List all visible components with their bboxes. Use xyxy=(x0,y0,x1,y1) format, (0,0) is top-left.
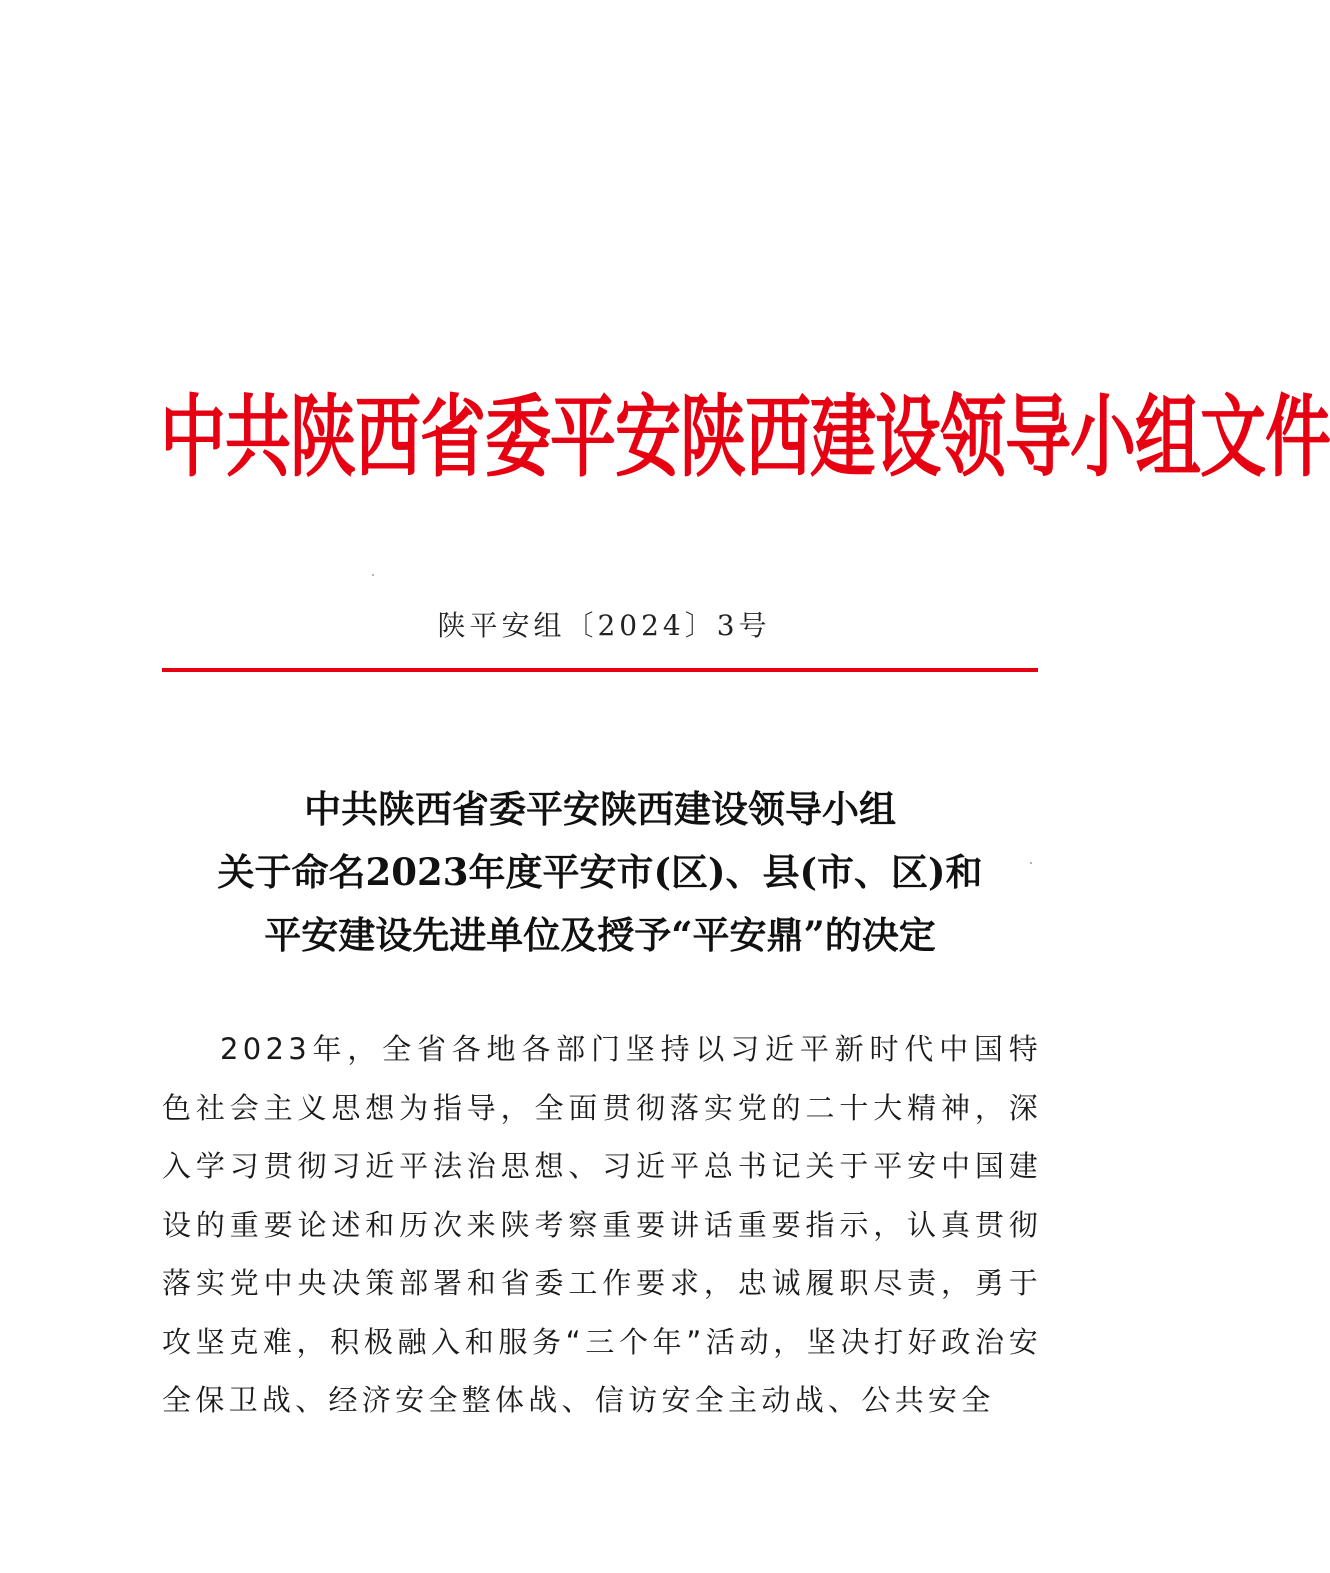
title-line-3: 平安建设先进单位及授予“平安鼎”的决定 xyxy=(264,913,936,957)
title-line-1: 中共陕西省委平安陕西建设领导小组 xyxy=(304,787,896,831)
document-number: 陕平安组〔2024〕3号 xyxy=(437,609,771,642)
decision-title xyxy=(150,778,1050,967)
masthead-title: 中共陕西省委平安陕西建设领导小组文件 xyxy=(160,384,1330,490)
title-line-2: 关于命名2023年度平安市(区)、县(市、区)和 xyxy=(217,850,983,894)
body-paragraph-1: 2023年，全省各地各部门坚持以习近平新时代中国特色社会主义思想为指导，全面贯彻落实党的二十大精神，深入学习贯彻习近平法治思想、习近平总书记关于平安中国建设的重要论述和历次来陕考察重要讲话重要指示，认真贯彻落实党中央决策部署和省委工作要求，忠诚履职尽责，勇于攻坚克难，积极融入和服务“三个年”活动，坚决打好政治安全保卫战、经济安全整体战、信访安全主动战、公共安全 xyxy=(162,1032,1042,1417)
body-text xyxy=(162,1020,1042,1430)
scan-speck xyxy=(372,574,374,576)
scan-speck xyxy=(1030,862,1032,864)
red-divider xyxy=(162,668,1038,672)
